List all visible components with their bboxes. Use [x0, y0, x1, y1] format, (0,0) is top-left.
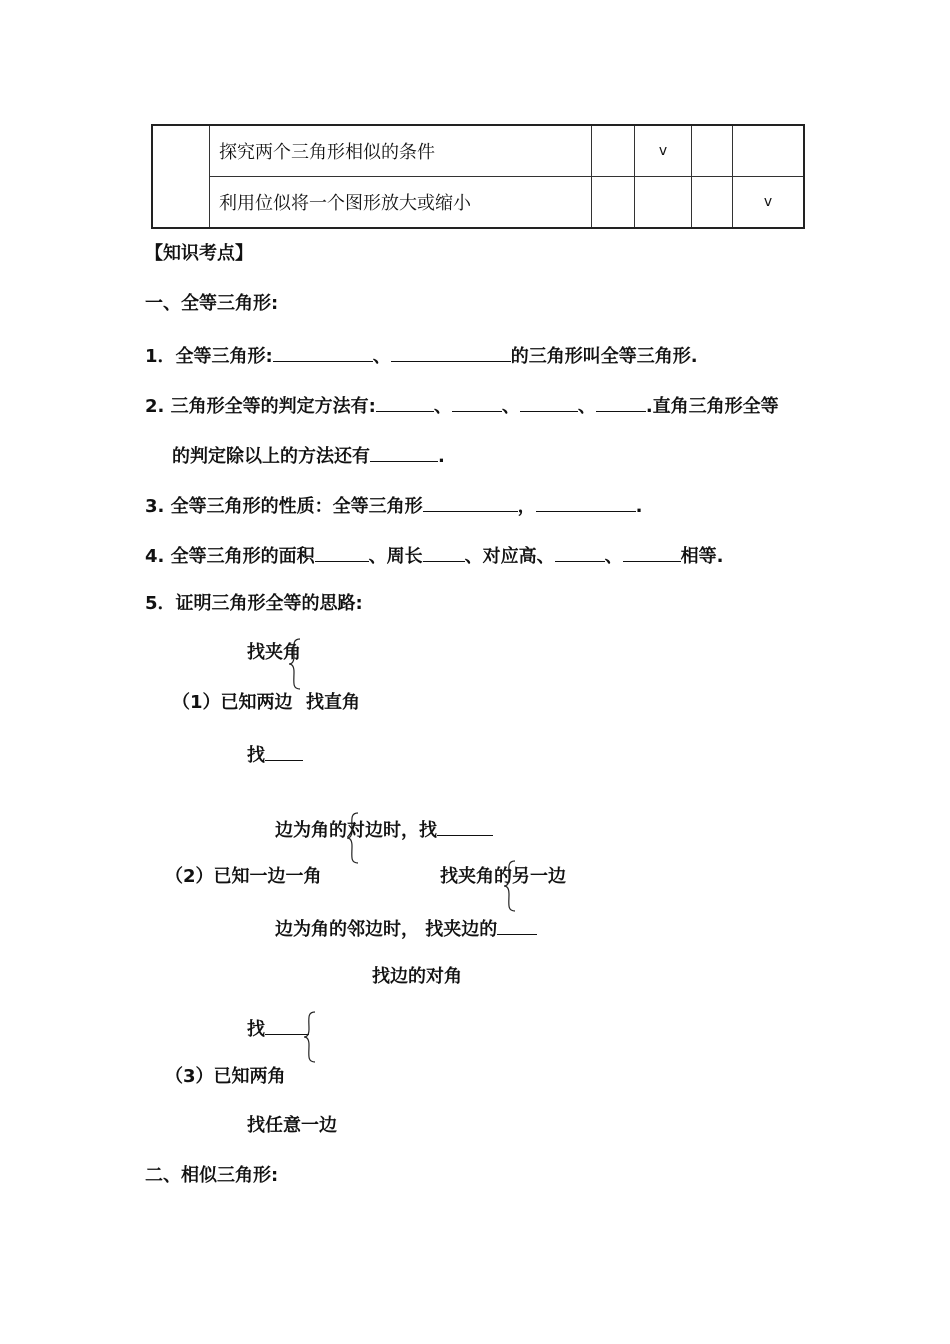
table-cell-check	[635, 177, 692, 229]
blank-line	[520, 393, 578, 412]
table-cell	[592, 125, 635, 177]
check-mark: v	[763, 194, 773, 210]
case2-option-opposite-angle: 找边的对角	[372, 966, 462, 987]
table-cell-check	[733, 125, 805, 177]
item-text: 的三角形叫全等三角形.	[510, 346, 698, 367]
blank-line	[497, 916, 537, 935]
table-cell-check	[733, 177, 805, 229]
case1-option-find	[247, 742, 303, 767]
item-4	[145, 543, 723, 568]
item-text: 4. 全等三角形的面积	[145, 546, 315, 567]
blank-line	[423, 543, 465, 562]
case3-option-find	[247, 1016, 309, 1041]
item-text: 边为角的对边时，找	[275, 820, 437, 841]
item-text: 找	[247, 745, 265, 766]
brace-icon	[303, 1011, 317, 1063]
blank-line	[423, 493, 518, 512]
item-text: 、	[577, 396, 596, 417]
blank-line	[555, 543, 605, 562]
item-text: 找	[247, 1019, 265, 1040]
table-row	[152, 125, 804, 177]
brace-icon	[288, 638, 302, 690]
case1-option-included-angle: 找夹角	[247, 642, 301, 663]
blank-line	[273, 343, 373, 362]
curriculum-table	[151, 124, 805, 229]
table-cell	[152, 125, 210, 228]
blank-line	[437, 817, 493, 836]
item-3	[145, 493, 642, 518]
table-cell	[592, 177, 635, 229]
item-text: 、	[604, 546, 623, 567]
item-text: 边为角的邻边时， 找夹边的	[275, 919, 498, 940]
brace-icon	[346, 812, 360, 864]
item-text: 3. 全等三角形的性质：全等三角形	[145, 496, 423, 517]
item-text: 、周长	[368, 546, 423, 567]
item-text: 、	[501, 396, 520, 417]
case1-label: （1）已知两边	[172, 692, 293, 713]
case2-option-other-side: 找夹角的另一边	[440, 866, 566, 887]
item-text: 相等.	[680, 546, 724, 567]
blank-line	[536, 493, 636, 512]
item-text: .	[438, 446, 445, 467]
blank-line	[596, 393, 646, 412]
item-1	[145, 343, 698, 368]
section-congruent-heading: 一、全等三角形:	[145, 293, 279, 314]
item-text: 、对应高、	[464, 546, 555, 567]
blank-line	[376, 393, 434, 412]
blank-line	[623, 543, 681, 562]
blank-line	[370, 443, 438, 462]
item-5: 5．证明三角形全等的思路:	[145, 593, 363, 614]
section-similar-heading: 二、相似三角形:	[145, 1165, 279, 1186]
item-text: 的判定除以上的方法还有	[172, 446, 370, 467]
table-cell-topic	[210, 125, 592, 177]
case2-option-opposite-side	[275, 817, 493, 842]
item-2-continued	[172, 443, 445, 468]
check-mark: v	[658, 143, 668, 159]
item-text: 2. 三角形全等的判定方法有:	[145, 396, 376, 417]
item-text: 、	[372, 346, 391, 367]
item-text: 、	[433, 396, 452, 417]
table-cell-check	[635, 125, 692, 177]
item-text: .直角三角形全等	[645, 396, 779, 417]
table-cell	[692, 177, 733, 229]
blank-line	[452, 393, 502, 412]
case2-label: （2）已知一边一角	[165, 866, 322, 887]
blank-line	[391, 343, 511, 362]
case2-option-adjacent-side	[275, 916, 537, 941]
item-text: .	[635, 496, 643, 517]
blank-line	[315, 543, 369, 562]
table-cell	[692, 125, 733, 177]
knowledge-heading: 【知识考点】	[145, 243, 253, 264]
table-cell-topic	[210, 177, 592, 229]
item-2	[145, 393, 779, 418]
blank-line	[265, 742, 303, 761]
topic-text: 探究两个三角形相似的条件	[219, 142, 435, 163]
case1-option-right-angle: 找直角	[306, 692, 360, 713]
case3-label: （3）已知两角	[165, 1066, 286, 1087]
case3-option-any-side: 找任意一边	[247, 1115, 337, 1136]
brace-icon	[503, 860, 517, 912]
item-text: ，	[517, 496, 536, 517]
topic-text: 利用位似将一个图形放大或缩小	[219, 193, 471, 214]
item-text: 1．全等三角形:	[145, 346, 273, 367]
table-row	[152, 177, 804, 229]
